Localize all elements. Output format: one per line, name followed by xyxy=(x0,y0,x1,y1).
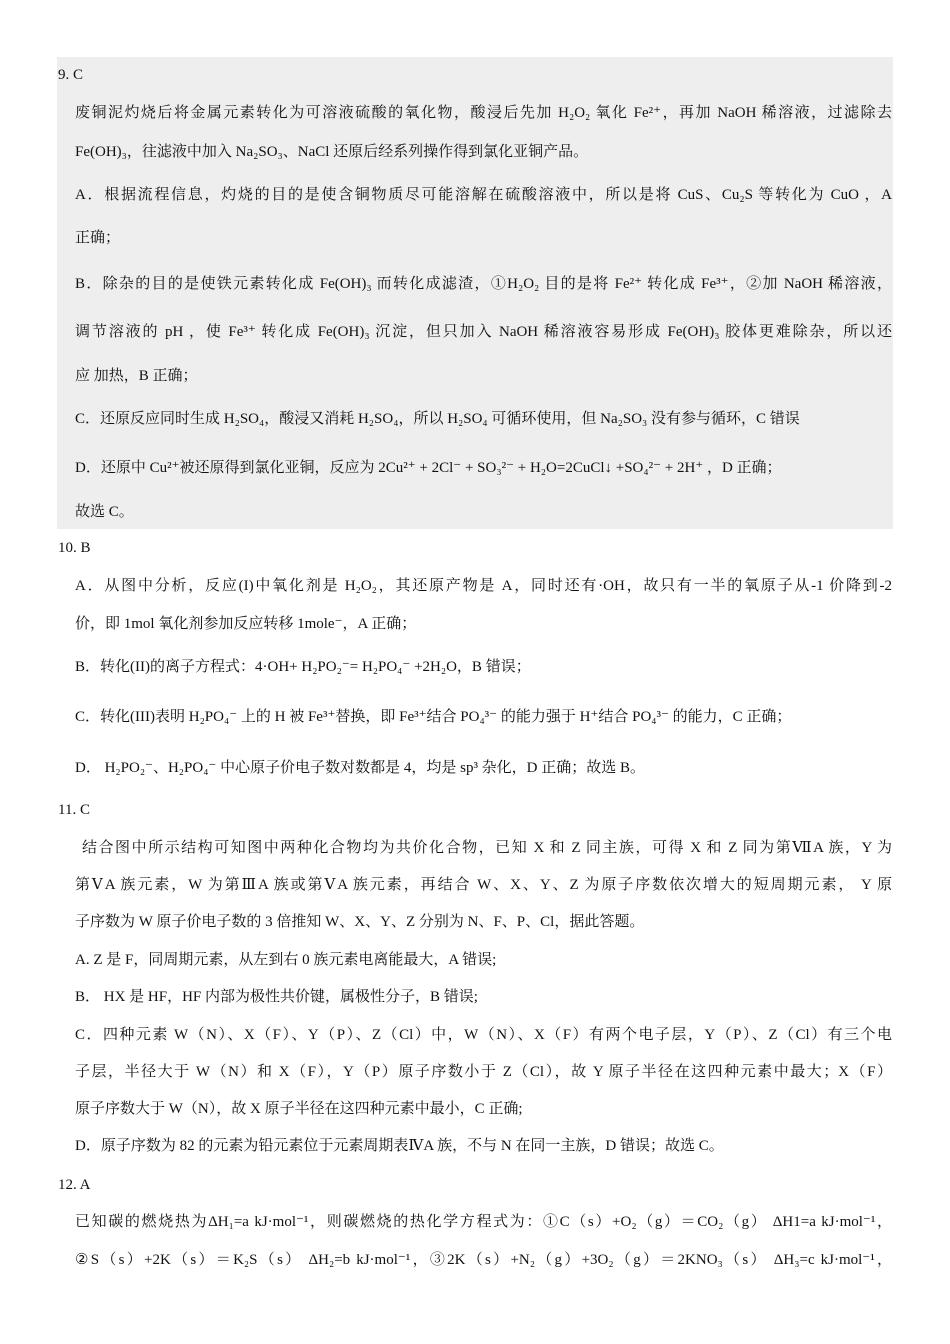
q9-option-a: A．根据流程信息，灼烧的目的是使含铜物质尽可能溶解在硫酸溶液中，所以是将 CuS、Cu₂S 等转化为 CuO ，A xyxy=(75,187,892,203)
q12-answer-number: 12. A xyxy=(58,1177,91,1193)
q12-line-2: ②S（s）+2K（s）＝K₂S（s） ΔH₂=b kJ·mol⁻¹，③2K（s）+N₂（g）+3O₂（g）＝2KNO₃（s） ΔH₃=c kJ·mol⁻¹， xyxy=(75,1252,892,1268)
q9-line-1: 废铜泥灼烧后将金属元素转化为可溶液硫酸的氧化物，酸浸后先加 H₂O₂ 氧化 Fe²⁺，再加 NaOH 稀溶液，过滤除去 xyxy=(75,105,892,121)
q11-option-d: D．原子序数为 82 的元素为铅元素位于元素周期表ⅣA 族，不与 N 在同一主族，D 错误；故选 C。 xyxy=(75,1138,724,1154)
q10-option-d: D． H₂PO₂⁻、H₂PO₄⁻ 中心原子价电子数对数都是 4，均是 sp³ 杂化，D 正确；故选 B。 xyxy=(75,760,646,776)
q11-answer-number: 11. C xyxy=(58,802,90,818)
q9-option-d: D．还原中 Cu²⁺被还原得到氯化亚铜，反应为 2Cu²⁺ + 2Cl⁻ + SO₃²⁻ + H₂O=2CuCl↓ +SO₄²⁻ + 2H⁺ ，D 正确； xyxy=(75,460,782,476)
q10-answer-number: 10. B xyxy=(58,540,91,556)
q10-option-b: B．转化(II)的离子方程式：4·OH+ H₂PO₂⁻= H₂PO₄⁻ +2H₂O，B 错误； xyxy=(75,659,531,675)
q9-option-b-cont-1: 调节溶液的 pH ，使 Fe³⁺ 转化成 Fe(OH)₃ 沉淀，但只加入 NaOH 稀溶液容易形成 Fe(OH)₃ 胶体更难除杂，所以还 xyxy=(75,324,892,340)
q10-option-a: A．从图中分析，反应(I)中氧化剂是 H₂O₂，其还原产物是 A，同时还有·OH，故只有一半的氧原子从-1 价降到-2 xyxy=(75,578,892,594)
q11-option-c-cont-2: 原子序数大于 W（N），故 X 原子半径在这四种元素中最小，C 正确; xyxy=(75,1101,523,1117)
q11-analysis-line-3: 子序数为 W 原子价电子数的 3 倍推知 W、X、Y、Z 分别为 N、F、P、Cl，据此答题。 xyxy=(75,914,645,930)
q9-option-b: B．除杂的目的是使铁元素转化成 Fe(OH)₃ 而转化成滤渣，①H₂O₂ 目的是将 Fe²⁺ 转化成 Fe³⁺，②加 NaOH 稀溶液， xyxy=(75,276,892,292)
q9-conclusion: 故选 C。 xyxy=(75,504,134,520)
q9-option-a-cont: 正确； xyxy=(75,230,121,246)
q11-option-b: B． HX 是 HF，HF 内部为极性共价键，属极性分子，B 错误; xyxy=(75,989,478,1005)
q9-option-b-cont-2: 应 加热，B 正确； xyxy=(75,368,198,384)
q9-line-2: Fe(OH)₃，往滤液中加入 Na₂SO₃、NaCl 还原后经系列操作得到氯化亚铜产品。 xyxy=(75,144,589,160)
q9-option-c: C．还原反应同时生成 H₂SO₄，酸浸又消耗 H₂SO₄，所以 H₂SO₄ 可循环使用，但 Na₂SO₃ 没有参与循环，C 错误 xyxy=(75,411,800,427)
q11-analysis-line-1: 结合图中所示结构可知图中两种化合物均为共价化合物，已知 X 和 Z 同主族，可得 X 和 Z 同为第ⅦA 族，Y 为 xyxy=(82,840,892,856)
q9-answer-number: 9. C xyxy=(58,67,84,83)
q11-analysis-line-2: 第ⅤA 族元素，W 为第ⅢA 族或第ⅤA 族元素，再结合 W、X、Y、Z 为原子序数依次增大的短周期元素， Y 原 xyxy=(75,877,892,893)
q11-option-c: C．四种元素 W（N）、X（F）、Y（P）、Z（Cl）中，W（N）、X（F）有两个电子层，Y（P）、Z（Cl）有三个电 xyxy=(75,1027,892,1043)
q11-option-c-cont-1: 子层，半径大于 W（N）和 X（F），Y（P）原子序数小于 Z（Cl），故 Y 原子半径在这四种元素中最大；X（F） xyxy=(75,1064,892,1080)
q10-option-c: C．转化(III)表明 H₂PO₄⁻ 上的 H 被 Fe³⁺替换，即 Fe³⁺结合 PO₄³⁻ 的能力强于 H⁺结合 PO₄³⁻ 的能力，C 正确； xyxy=(75,709,792,725)
q12-line-1: 已知碳的燃烧热为ΔH₁=a kJ·mol⁻¹，则碳燃烧的热化学方程式为：①C（s）+O₂（g）＝CO₂（g） ΔH1=a kJ·mol⁻¹， xyxy=(75,1214,892,1230)
q11-option-a: A. Z 是 F，同周期元素，从左到右 0 族元素电离能最大，A 错误; xyxy=(75,952,497,968)
q10-option-a-cont: 价，即 1mol 氧化剂参加反应转移 1mole⁻，A 正确； xyxy=(75,616,417,632)
